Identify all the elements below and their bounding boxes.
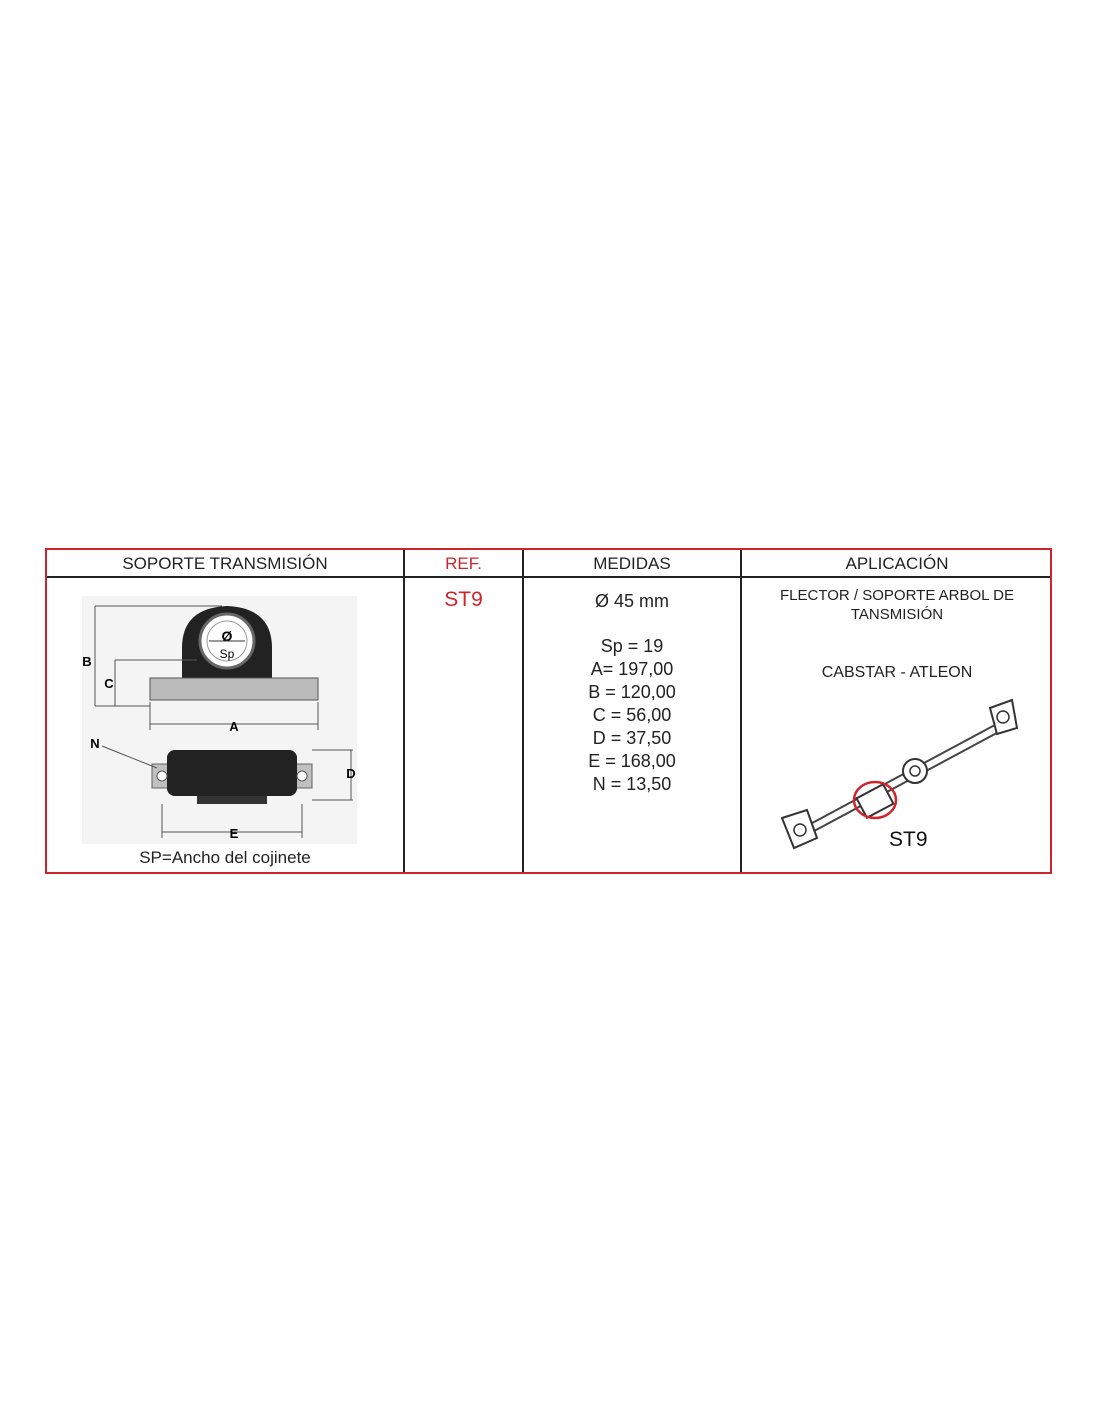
measure-list <box>524 590 740 796</box>
diameter-value: Ø 45 mm <box>594 591 669 611</box>
drive-shaft-drawing <box>772 698 1022 858</box>
aplicacion-cell <box>742 578 1052 872</box>
dimension-d-label: D <box>346 766 356 781</box>
dimension-b-label: B <box>82 654 92 669</box>
dimension-n-label: N <box>90 736 100 751</box>
aplicacion-line: FLECTOR / SOPORTE ARBOL DE <box>780 587 1014 604</box>
header-medidas: MEDIDAS <box>593 554 671 573</box>
medidas-cell <box>524 578 740 872</box>
diameter-label: Ø <box>221 628 233 644</box>
dimension-e-label: E <box>229 826 239 841</box>
measure-item: C = 56,00 <box>592 705 672 725</box>
header-ref: REF. <box>445 554 482 573</box>
product-table <box>45 548 1052 874</box>
bearing-support-drawing <box>47 578 403 872</box>
measure-item: E = 168,00 <box>588 751 676 771</box>
dimension-a-label: A <box>229 719 239 734</box>
measure-item: Sp = 19 <box>600 636 664 656</box>
aplicacion-models: CABSTAR - ATLEON <box>821 664 973 681</box>
dimension-c-label: C <box>104 676 114 691</box>
header-aplicacion: APLICACIÓN <box>845 554 949 573</box>
measure-item: N = 13,50 <box>592 774 672 794</box>
ref-cell <box>405 578 522 872</box>
ref-value: ST9 <box>444 588 483 611</box>
measure-item: A= 197,00 <box>590 659 674 679</box>
header-product: SOPORTE TRANSMISIÓN <box>122 554 328 573</box>
measure-item: D = 37,50 <box>592 728 672 748</box>
shaft-ref-label: ST9 <box>889 828 928 851</box>
sp-label: Sp <box>219 647 235 661</box>
product-drawing-cell <box>47 578 403 872</box>
aplicacion-line: TANSMISIÓN <box>850 606 944 623</box>
bearing-caption: SP=Ancho del cojinete <box>139 848 311 867</box>
aplicacion-description <box>762 586 1032 624</box>
measure-item: B = 120,00 <box>588 682 676 702</box>
